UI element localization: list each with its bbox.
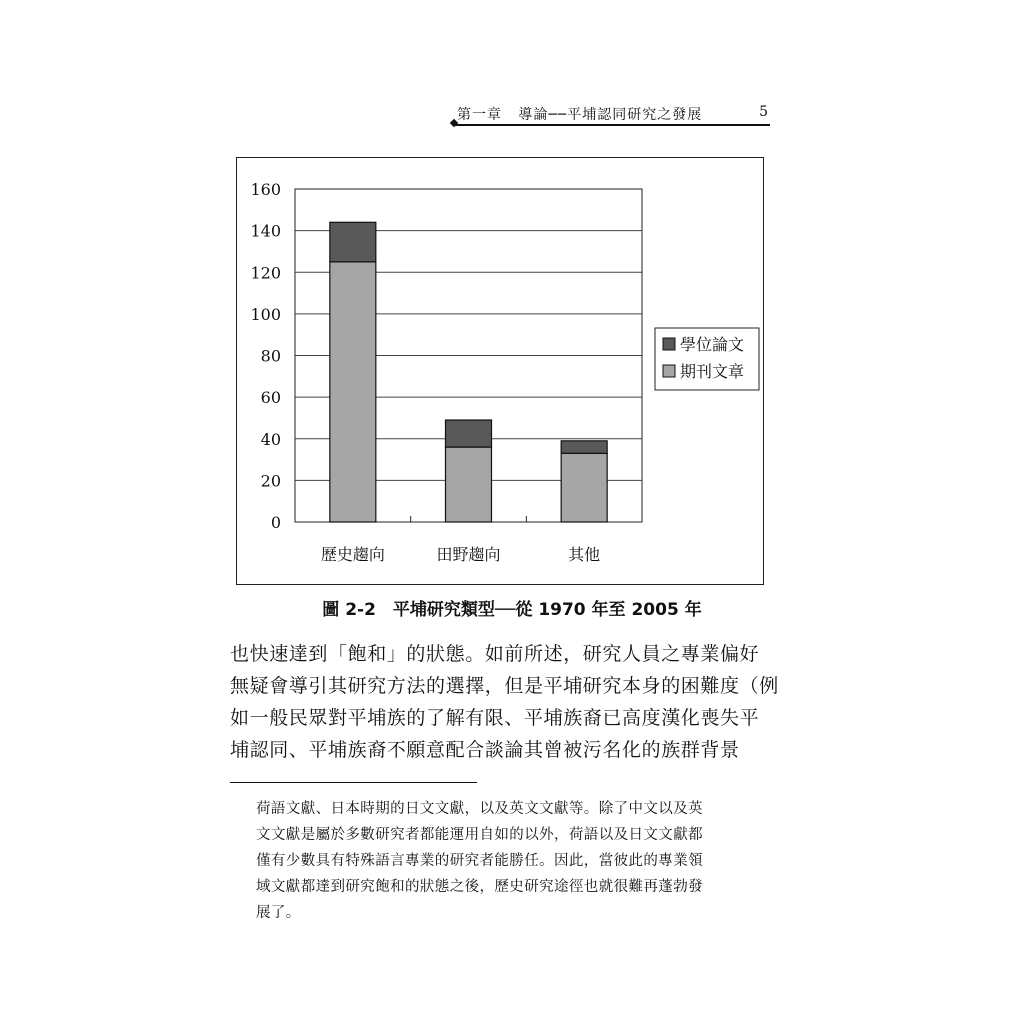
legend-label: 期刊文章 (680, 362, 745, 381)
running-head (455, 104, 770, 126)
y-tick-label: 100 (250, 304, 281, 324)
y-tick-label: 140 (250, 221, 281, 241)
footnote-separator (230, 782, 477, 783)
y-tick-label: 40 (260, 429, 281, 449)
page-number: 5 (759, 104, 768, 120)
footnote-line: 域文獻都達到研究飽和的狀態之後，歷史研究途徑也就很難再蓬勃發 (256, 879, 703, 895)
legend-swatch (663, 365, 675, 377)
y-tick-label: 20 (260, 471, 281, 491)
y-tick-label: 160 (250, 180, 281, 199)
bar-segment (446, 420, 492, 447)
chapter-title: 導論──平埔認同研究之發展 (518, 107, 703, 123)
bar-segment (330, 222, 376, 262)
footnote-line: 展了。 (256, 905, 301, 921)
body-line: 也快速達到「飽和」的狀態。如前所述，研究人員之專業偏好 (230, 643, 760, 665)
y-tick-label: 80 (260, 346, 281, 366)
bar-segment (330, 262, 376, 522)
legend-swatch (663, 338, 675, 350)
footnote-line: 僅有少數具有特殊語言專業的研究者能勝任。因此，當彼此的專業領 (256, 853, 703, 869)
y-tick-label: 120 (250, 263, 281, 283)
chapter-label: 第一章 (457, 107, 502, 123)
bar-segment (446, 447, 492, 522)
x-tick-label: 其他 (568, 545, 601, 564)
x-tick-label: 歷史趨向 (320, 545, 385, 564)
running-head-text (457, 104, 702, 124)
footnote-line: 文文獻是屬於多數研究者都能運用自如的以外，荷語以及日文文獻都 (256, 827, 703, 843)
bar-segment (561, 441, 607, 453)
footnote-line: 荷語文獻、日本時期的日文文獻，以及英文文獻等。除了中文以及英 (256, 801, 703, 817)
body-line: 埔認同、平埔族裔不願意配合談論其曾被污名化的族群背景 (230, 739, 740, 761)
stacked-bar-chart (237, 158, 765, 586)
y-tick-label: 0 (270, 513, 281, 532)
figure-caption: 圖 2-2 平埔研究類型──從 1970 年至 2005 年 (322, 600, 702, 620)
x-tick-label: 田野趨向 (436, 545, 501, 564)
footnote (256, 796, 776, 926)
figure-frame (236, 157, 764, 585)
legend-label: 學位論文 (680, 335, 745, 354)
body-line: 如一般民眾對平埔族的了解有限、平埔族裔已高度漢化喪失平 (230, 707, 760, 729)
body-paragraph (230, 638, 780, 766)
y-tick-label: 60 (260, 388, 281, 408)
body-line: 無疑會導引其研究方法的選擇，但是平埔研究本身的困難度（例 (230, 675, 779, 697)
header-rule (455, 124, 770, 126)
bar-segment (561, 453, 607, 522)
